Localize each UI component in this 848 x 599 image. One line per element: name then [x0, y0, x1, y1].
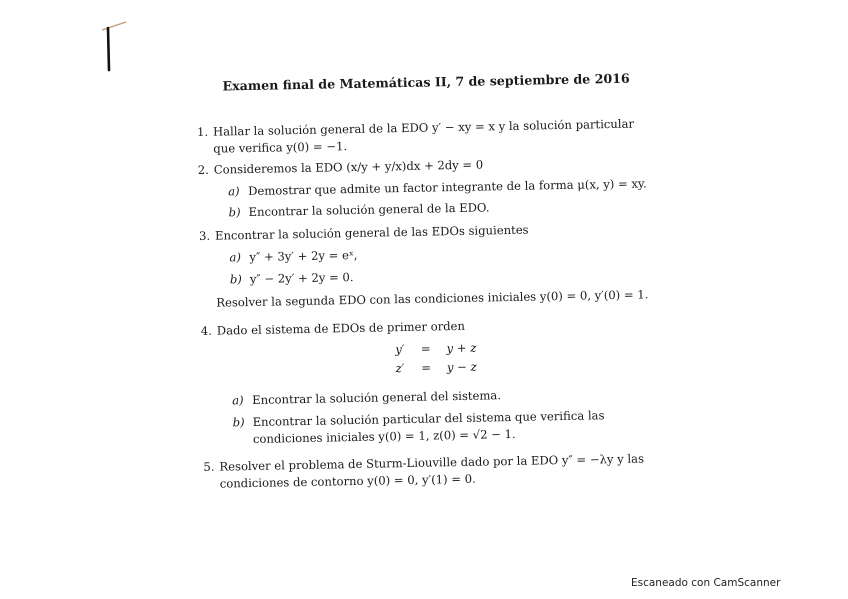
exam-sheet	[196, 69, 664, 496]
part-text: Encontrar la solución general de la EDO.	[248, 200, 490, 220]
equation-rhs: y + z	[446, 340, 477, 356]
problem-5	[203, 450, 664, 492]
part-label: b)	[228, 205, 241, 220]
problem-part	[232, 406, 663, 448]
equation-lhs: y′	[395, 342, 405, 357]
problem-part	[230, 263, 660, 288]
problem-text: Encontrar la solución general de las EDOs siguientes	[214, 222, 529, 243]
problem-part	[228, 175, 658, 200]
part-label: a)	[229, 250, 242, 265]
part-label: a)	[228, 183, 240, 199]
part-text: Encontrar la solución general del sistema.	[252, 388, 502, 408]
handwritten-mark	[100, 18, 140, 78]
problem-1	[197, 115, 658, 157]
equation-equals: =	[420, 341, 431, 356]
problem-part	[232, 384, 662, 409]
part-text: y″ − 2y′ + 2y = 0.	[249, 269, 354, 286]
part-text: y″ + 3y′ + 2y = eˣ,	[249, 247, 358, 265]
problem-number: 3.	[198, 228, 211, 244]
problem-2	[198, 153, 659, 224]
part-text: Encontrar la solución particular del sistema que verifica las condiciones iniciales y(0) = 1, z(0) = √2 − 1.	[252, 408, 605, 446]
problem-3	[199, 219, 661, 319]
equation-equals: =	[421, 360, 432, 375]
problem-part	[229, 241, 659, 266]
problem-part	[228, 197, 658, 222]
equation-lhs: z′	[395, 360, 405, 375]
ode-system	[395, 335, 662, 377]
scanner-watermark: Escaneado con CamScanner	[631, 577, 781, 589]
problem-text: Dado el sistema de EDOs de primer orden	[216, 319, 466, 339]
problem-number: 2.	[197, 162, 209, 177]
problem-text: Resolver el problema de Sturm-Liouville dado por la EDO y″ = −λy y las condiciones de contorno y(0) = 0, y′(1) = 0.	[219, 451, 645, 491]
problem-4	[201, 315, 663, 451]
problem-number: 4.	[200, 324, 213, 339]
problem-text: Hallar la solución general de la EDO y′ − xy = x y la solución particular que verifica y(0) = −1.	[212, 116, 635, 156]
problem-number: 1.	[196, 125, 209, 140]
problem-text: Consideremos la EDO (x/y + y/x)dx + 2dy = 0	[213, 157, 484, 177]
problem-note: Resolver la segunda EDO con las condiciones iniciales y(0) = 0, y′(0) = 1.	[216, 286, 649, 310]
part-text: Demostrar que admite un factor integrante de la forma μ(x, y) = xy.	[248, 176, 647, 198]
problem-number: 5.	[203, 459, 215, 474]
exam-title: Examen final de Matemáticas II, 7 de septiembre de 2016	[222, 70, 630, 94]
system-equation	[395, 354, 661, 378]
part-label: a)	[232, 393, 244, 408]
part-label: b)	[229, 271, 242, 287]
part-label: b)	[232, 415, 245, 430]
equation-rhs: y − z	[446, 359, 477, 374]
